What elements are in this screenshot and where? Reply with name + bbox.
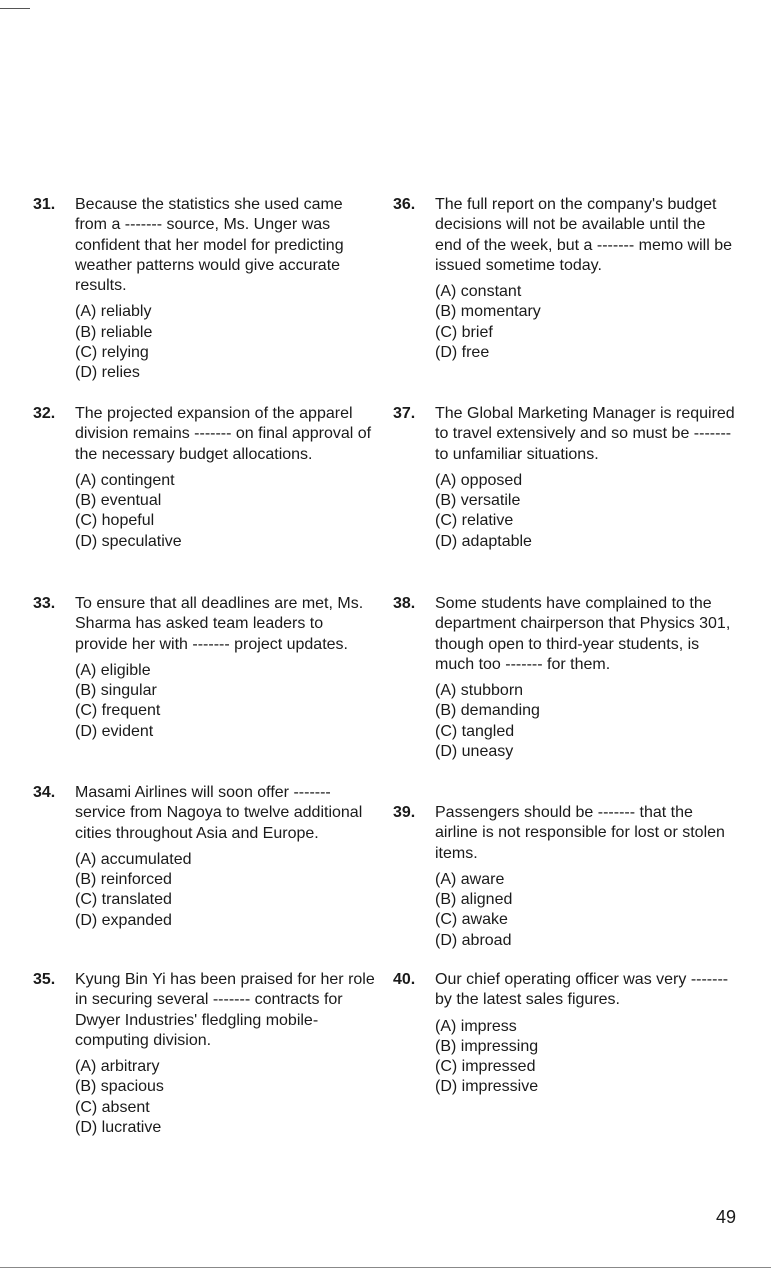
option-c: (C) translated bbox=[75, 891, 172, 909]
question-number: 37. bbox=[393, 405, 416, 422]
question-31 bbox=[33, 195, 373, 384]
question-37 bbox=[393, 404, 733, 552]
option-c: (C) relying bbox=[75, 344, 149, 362]
option-b: (B) momentary bbox=[435, 303, 541, 321]
option-a: (A) stubborn bbox=[435, 682, 524, 700]
answer-options bbox=[75, 850, 375, 931]
option-a: (A) impress bbox=[435, 1017, 517, 1035]
answer-options bbox=[75, 302, 375, 383]
option-c: (C) frequent bbox=[75, 702, 161, 720]
option-c: (C) hopeful bbox=[75, 512, 155, 530]
bottom-edge-line bbox=[0, 1267, 771, 1268]
question-stem: To ensure that all deadlines are met, Ms. Sharma has asked team leaders to provide her with ------- project updates. bbox=[75, 595, 364, 653]
question-number: 33. bbox=[33, 595, 56, 612]
option-c: (C) relative bbox=[435, 512, 514, 530]
question-38 bbox=[393, 594, 733, 762]
question-number: 38. bbox=[393, 595, 416, 612]
question-35 bbox=[33, 970, 373, 1138]
option-d: (D) abroad bbox=[435, 931, 512, 949]
option-b: (B) singular bbox=[75, 682, 157, 700]
option-d: (D) lucrative bbox=[75, 1119, 162, 1137]
question-stem: The full report on the company's budget decisions will not be available until the end of the week, but a ------- memo will be issued sometime today. bbox=[435, 196, 732, 274]
option-d: (D) adaptable bbox=[435, 532, 532, 550]
answer-options bbox=[435, 870, 735, 951]
question-36 bbox=[393, 195, 733, 363]
option-d: (D) evident bbox=[75, 722, 154, 740]
option-c: (C) awake bbox=[435, 911, 508, 929]
answer-options bbox=[435, 1017, 735, 1098]
option-c: (C) impressed bbox=[435, 1058, 536, 1076]
question-39 bbox=[393, 803, 733, 951]
question-stem: Kyung Bin Yi has been praised for her role in securing several ------- contracts for Dwyer Industries' fledgling mobile-computing division. bbox=[75, 971, 375, 1049]
option-c: (C) brief bbox=[435, 323, 493, 341]
option-b: (B) spacious bbox=[75, 1078, 164, 1096]
option-a: (A) opposed bbox=[435, 471, 523, 489]
option-a: (A) constant bbox=[435, 283, 522, 301]
question-stem: Masami Airlines will soon offer ------- service from Nagoya to twelve additional cities throughout Asia and Europe. bbox=[75, 784, 363, 842]
option-a: (A) contingent bbox=[75, 471, 175, 489]
option-a: (A) reliably bbox=[75, 303, 152, 321]
answer-options bbox=[75, 471, 375, 552]
question-stem: Our chief operating officer was very ------- by the latest sales figures. bbox=[435, 971, 729, 1009]
option-d: (D) expanded bbox=[75, 911, 172, 929]
question-number: 35. bbox=[33, 971, 56, 988]
answer-options bbox=[435, 681, 735, 762]
option-b: (B) eventual bbox=[75, 492, 162, 510]
option-b: (B) reinforced bbox=[75, 871, 172, 889]
question-number: 32. bbox=[33, 405, 56, 422]
question-stem: Some students have complained to the department chairperson that Physics 301, though open to third-year students, is much too ------- for them. bbox=[435, 595, 731, 673]
option-b: (B) versatile bbox=[435, 492, 521, 510]
page-number: 49 bbox=[716, 1207, 737, 1227]
option-a: (A) aware bbox=[435, 870, 505, 888]
option-a: (A) eligible bbox=[75, 661, 151, 679]
question-stem: Because the statistics she used came from a ------- source, Ms. Unger was confident that her model for predicting weather patterns would give accurate results. bbox=[75, 196, 344, 295]
option-d: (D) uneasy bbox=[435, 743, 514, 761]
option-b: (B) demanding bbox=[435, 702, 540, 720]
option-a: (A) arbitrary bbox=[75, 1058, 160, 1076]
answer-options bbox=[75, 1057, 375, 1138]
question-number: 34. bbox=[33, 784, 56, 801]
option-d: (D) impressive bbox=[435, 1078, 539, 1096]
question-stem: Passengers should be ------- that the airline is not responsible for lost or stolen items. bbox=[435, 804, 725, 862]
question-33 bbox=[33, 594, 373, 742]
question-number: 39. bbox=[393, 804, 416, 821]
question-stem: The projected expansion of the apparel division remains ------- on final approval of the necessary budget allocations. bbox=[75, 405, 372, 463]
question-number: 31. bbox=[33, 196, 56, 213]
option-c: (C) absent bbox=[75, 1098, 150, 1116]
answer-options bbox=[435, 282, 735, 363]
option-b: (B) impressing bbox=[435, 1037, 539, 1055]
question-32 bbox=[33, 404, 373, 552]
option-a: (A) accumulated bbox=[75, 850, 192, 868]
top-edge-line bbox=[0, 8, 30, 9]
option-d: (D) free bbox=[435, 344, 490, 362]
answer-options bbox=[75, 661, 375, 742]
option-c: (C) tangled bbox=[435, 722, 515, 740]
question-40 bbox=[393, 970, 733, 1098]
question-34 bbox=[33, 783, 373, 931]
question-stem: The Global Marketing Manager is required to travel extensively and so must be ------- to unfamiliar situations. bbox=[435, 405, 735, 463]
option-d: (D) speculative bbox=[75, 532, 182, 550]
option-b: (B) reliable bbox=[75, 323, 153, 341]
question-number: 36. bbox=[393, 196, 416, 213]
answer-options bbox=[435, 471, 735, 552]
question-number: 40. bbox=[393, 971, 416, 988]
option-b: (B) aligned bbox=[435, 891, 513, 909]
option-d: (D) relies bbox=[75, 364, 140, 382]
